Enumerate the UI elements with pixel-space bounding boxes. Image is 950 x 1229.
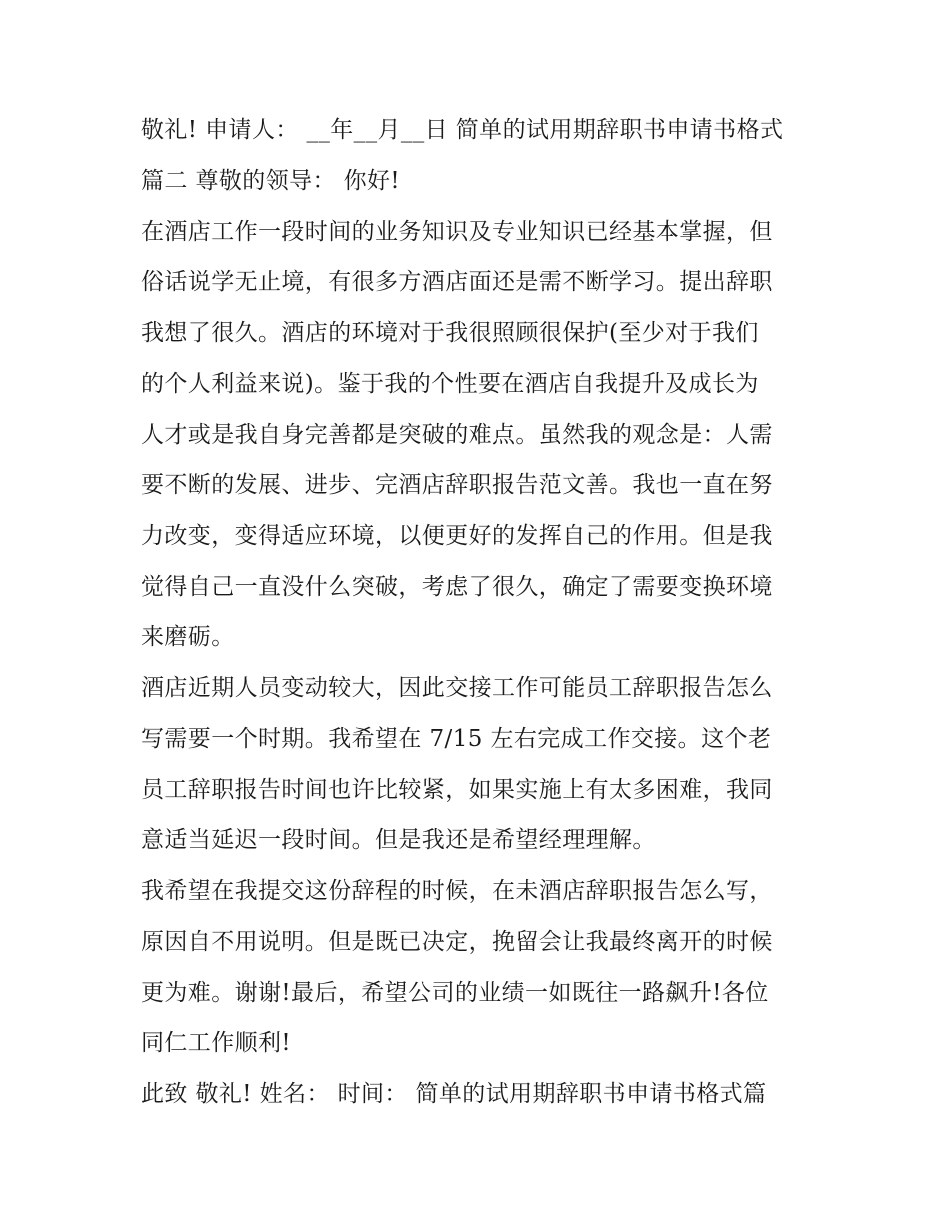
text-line-12: 酒店近期人员变动较大，因此交接工作可能员工辞职报告怎么 xyxy=(141,675,773,701)
text-line-7: 人才或是我自身完善都是突破的难点。虽然我的观念是：人需 xyxy=(141,422,773,448)
text-line-15: 意适当延迟一段时间。但是我还是希望经理理解。 xyxy=(141,827,656,853)
text-line-8: 要不断的发展、进步、完酒店辞职报告范文善。我也一直在努 xyxy=(141,472,773,498)
text-line-9: 力改变，变得适应环境，以便更好的发挥自己的作用。但是我 xyxy=(141,523,773,549)
text-line-16: 我希望在我提交这份辞程的时候，在未酒店辞职报告怎么写， xyxy=(141,878,773,904)
text-line-20: 此致 敬礼! 姓名： 时间： 简单的试用期辞职书申请书格式篇 xyxy=(141,1081,767,1107)
text-line-11: 来磨砺。 xyxy=(141,624,235,650)
text-line-2: 篇二 尊敬的领导： 你好! xyxy=(141,168,401,194)
text-line-5: 我想了很久。酒店的环境对于我很照顾很保护(至少对于我们 xyxy=(141,320,759,346)
text-line-1: 敬礼! 申请人： __年__月__日 简单的试用期辞职书申请书格式 xyxy=(141,117,784,143)
text-line-18: 更为难。谢谢!最后，希望公司的业绩一如既往一路飙升!各位 xyxy=(141,980,769,1006)
text-line-19: 同仁工作顺利! xyxy=(141,1030,292,1056)
text-line-13: 写需要一个时期。我希望在 7/15 左右完成工作交接。这个老 xyxy=(141,726,772,752)
text-line-10: 觉得自己一直没什么突破，考虑了很久，确定了需要变换环境 xyxy=(141,574,773,600)
text-line-17: 原因自不用说明。但是既已决定，挽留会让我最终离开的时候 xyxy=(141,929,773,955)
text-line-14: 员工辞职报告时间也许比较紧，如果实施上有太多困难，我同 xyxy=(141,777,773,803)
text-line-4: 俗话说学无止境，有很多方酒店面还是需不断学习。提出辞职 xyxy=(141,269,773,295)
text-line-3: 在酒店工作一段时间的业务知识及专业知识已经基本掌握，但 xyxy=(141,219,773,245)
text-line-6: 的个人利益来说)。鉴于我的个性要在酒店自我提升及成长为 xyxy=(141,371,759,397)
